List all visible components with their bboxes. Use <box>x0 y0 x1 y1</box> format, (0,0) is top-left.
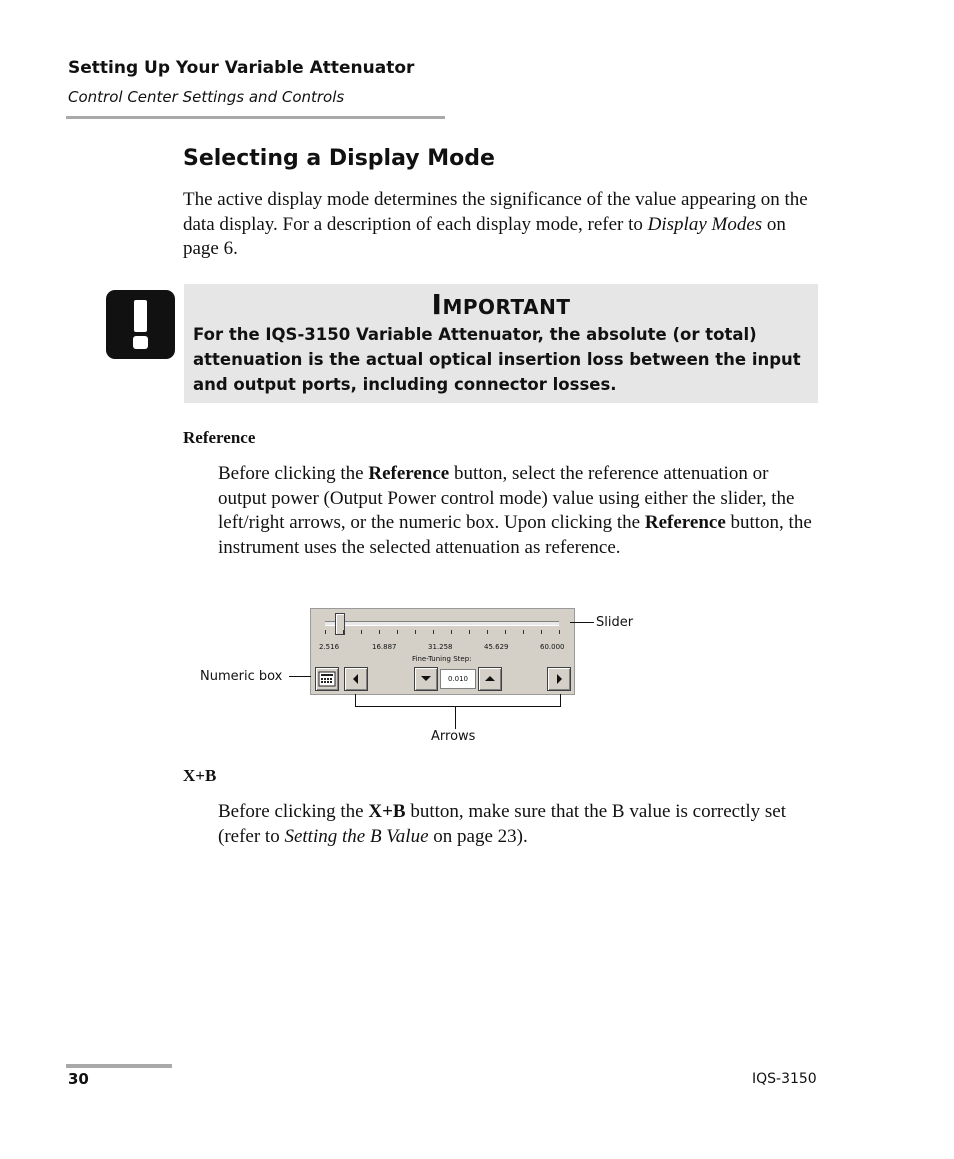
right-arrow-button[interactable] <box>547 667 571 691</box>
slider-tick <box>523 630 524 634</box>
calculator-icon <box>318 671 336 687</box>
slider-tick <box>415 630 416 634</box>
xb-text-1: Before clicking the <box>218 801 369 822</box>
important-box <box>184 284 818 403</box>
page-number: 30 <box>68 1070 89 1088</box>
left-arrow-button[interactable] <box>344 667 368 691</box>
footer-rule <box>66 1064 172 1068</box>
arrows-bracket <box>355 706 561 707</box>
slider-tick <box>325 630 326 634</box>
fine-tuning-label: Fine-Tuning Step: <box>412 655 472 663</box>
fine-tuning-step-value[interactable]: 0.010 <box>440 669 476 689</box>
xb-paragraph <box>218 800 818 849</box>
chapter-title: Setting Up Your Variable Attenuator <box>68 58 415 78</box>
header-rule <box>66 116 445 119</box>
slider-tick <box>541 630 542 634</box>
section-heading: Selecting a Display Mode <box>183 146 495 171</box>
right-triangle-icon <box>554 674 564 684</box>
section-subtitle: Control Center Settings and Controls <box>68 88 345 106</box>
fine-step-up-button[interactable] <box>478 667 502 691</box>
xb-bold: X+B <box>368 801 406 822</box>
numeric-box-button[interactable] <box>315 667 339 691</box>
slider-tick <box>487 630 488 634</box>
tick-label: 2.516 <box>319 643 340 651</box>
important-text: For the IQS-3150 Variable Attenuator, the absolute (or total) attenuation is the actual optical insertion loss between the input and output ports, including connector losses. <box>193 325 801 394</box>
slider-tick <box>451 630 452 634</box>
product-name: IQS-3150 <box>752 1071 817 1087</box>
slider-callout: Slider <box>596 615 634 630</box>
slider-tick <box>433 630 434 634</box>
left-triangle-icon <box>351 674 361 684</box>
tick-label: 31.258 <box>428 643 453 651</box>
reference-bold-2: Reference <box>644 512 726 533</box>
intro-text-end: on page 6. <box>183 213 786 259</box>
tick-label: 45.629 <box>484 643 509 651</box>
reference-heading: Reference <box>183 428 256 447</box>
exclamation-icon <box>106 290 175 359</box>
reference-text-1: Before clicking the <box>218 463 369 484</box>
b-value-link: Setting the B Value <box>284 825 429 847</box>
numeric-box-callout-line <box>289 676 311 677</box>
slider-tick <box>343 630 344 634</box>
slider-tick <box>361 630 362 634</box>
xb-text-3: on page 23). <box>428 825 528 847</box>
up-triangle-icon <box>485 674 495 684</box>
slider-tick <box>469 630 470 634</box>
slider-tick <box>397 630 398 634</box>
attenuation-control-figure <box>310 608 575 695</box>
reference-text-3: button, the instrument uses the selected attenuation as reference. <box>218 512 812 558</box>
fine-step-down-button[interactable] <box>414 667 438 691</box>
arrows-callout: Arrows <box>431 729 476 744</box>
display-modes-link: Display Modes <box>647 213 763 235</box>
xb-heading: X+B <box>183 766 217 785</box>
slider-callout-line <box>570 622 594 623</box>
tick-label: 60.000 <box>540 643 565 651</box>
numeric-box-callout: Numeric box <box>200 669 283 684</box>
intro-text: The active display mode determines the significance of the value appearing on the data display. For a description of each display mode, refer to <box>183 189 808 235</box>
xb-text-2: button, make sure that the B value is correctly set (refer to <box>218 801 787 847</box>
slider-tick <box>379 630 380 634</box>
reference-text-2: button, select the reference attenuation or output power (Output Power control mode) value using either the slider, the left/right arrows, or the numeric box. Upon clicking the <box>218 463 795 533</box>
slider-track[interactable] <box>325 621 559 626</box>
slider-tick <box>559 630 560 634</box>
important-title: Important <box>431 288 571 321</box>
down-triangle-icon <box>421 674 431 684</box>
slider-tick <box>505 630 506 634</box>
reference-paragraph <box>218 462 818 560</box>
arrows-bracket <box>455 707 456 729</box>
intro-paragraph <box>183 188 823 262</box>
tick-label: 16.887 <box>372 643 397 651</box>
reference-bold-1: Reference <box>368 463 450 484</box>
